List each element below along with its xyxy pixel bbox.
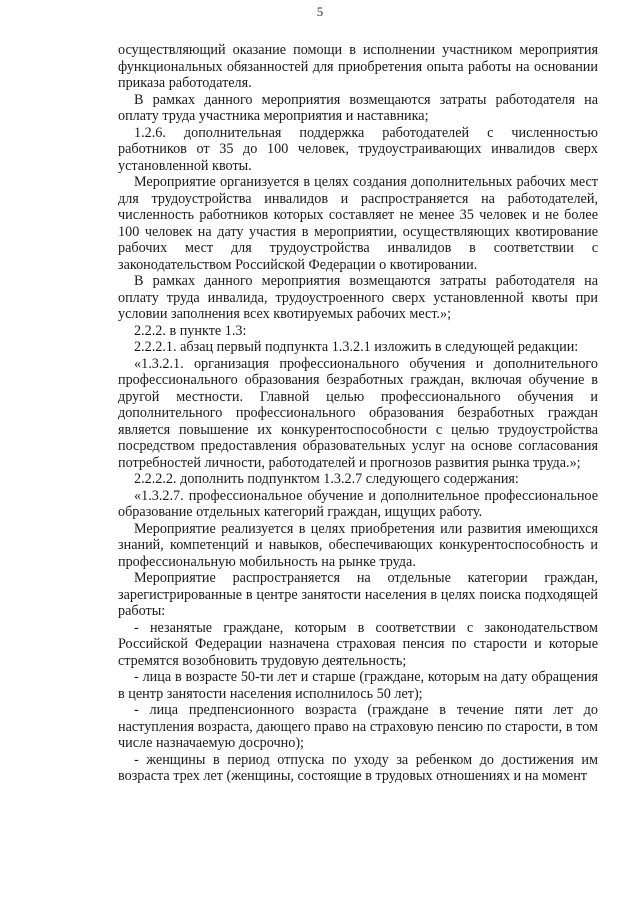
paragraph: - незанятые граждане, которым в соответствии с законодательством Российской Федерации назначена страховая пенсия по старости и которые стремятся возобновить трудовую деятельность; (118, 619, 598, 669)
paragraph: Мероприятие распространяется на отдельные категории граждан, зарегистрированные в центре занятости населения в целях поиска подходящей работы: (118, 570, 598, 619)
paragraph: 2.2.2. в пункте 1.3: (134, 322, 247, 339)
paragraph: «1.3.2.1. организация профессионального обучения и дополнительного профессионального образования безработных граждан, включая обучение в другой местности. Главной целью профессионального обучения и дополнительного профессионального образования безработных граждан является повышение их конкурентоспособности с целью трудоустройства посредством предоставления образовательных услуг на основе согласования потребностей личности, работодателей и прогнозов развития рынка труда.»; (118, 355, 598, 471)
paragraph: - женщины в период отпуска по уходу за ребенком до достижения им возраста трех лет (женщины, состоящие в трудовых отношениях и на момент (118, 751, 598, 784)
page-number: 5 (316, 4, 324, 19)
paragraph: Мероприятие реализуется в целях приобретения или развития имеющихся знаний, компетенций и навыков, обеспечивающих конкурентоспособность и профессиональную мобильность на рынке труда. (118, 520, 598, 570)
paragraph: 2.2.2.2. дополнить подпунктом 1.3.2.7 следующего содержания: (134, 471, 519, 487)
paragraph: В рамках данного мероприятия возмещаются затраты работодателя на оплату труда участника мероприятия и наставника; (118, 91, 598, 124)
paragraph: 2.2.2.1. абзац первый подпункта 1.3.2.1 изложить в следующей редакции: (134, 339, 579, 355)
paragraph: осуществляющий оказание помощи в исполнении участником мероприятия функциональных обязанностей для приобретения опыта работы на основании приказа работодателя. (118, 42, 598, 91)
document-body (118, 42, 598, 785)
paragraph: 1.2.6. дополнительная поддержка работодателей с численностью работников от 35 до 100 человек, трудоустраивающих инвалидов сверх установленной квоты. (118, 124, 598, 174)
paragraph: Мероприятие организуется в целях создания дополнительных рабочих мест для трудоустройства инвалидов и распространяется на работодателей, численность работников которых составляет не менее 35 человек и не более 100 человек на дату участия в мероприятии, осуществляющих квотирование рабочих мест для трудоустройства инвалидов в соответствии с законодательством Российской Федерации о квотировании. (118, 174, 598, 273)
paragraph: «1.3.2.7. профессиональное обучение и дополнительное профессиональное образование отдельных категорий граждан, ищущих работу. (118, 487, 598, 520)
paragraph: - лица предпенсионного возраста (граждане в течение пяти лет до наступления возраста, дающего право на страховую пенсию по старости, в том числе назначаемую досрочно); (118, 702, 598, 751)
paragraph: - лица в возрасте 50-ти лет и старше (граждане, которым на дату обращения в центр занятости населения исполнилось 50 лет); (118, 669, 598, 702)
paragraph: В рамках данного мероприятия возмещаются затраты работодателя на оплату труда инвалида, трудоустроенного сверх установленной квоты при условии заполнения всех квотируемых рабочих мест.»; (118, 273, 598, 322)
